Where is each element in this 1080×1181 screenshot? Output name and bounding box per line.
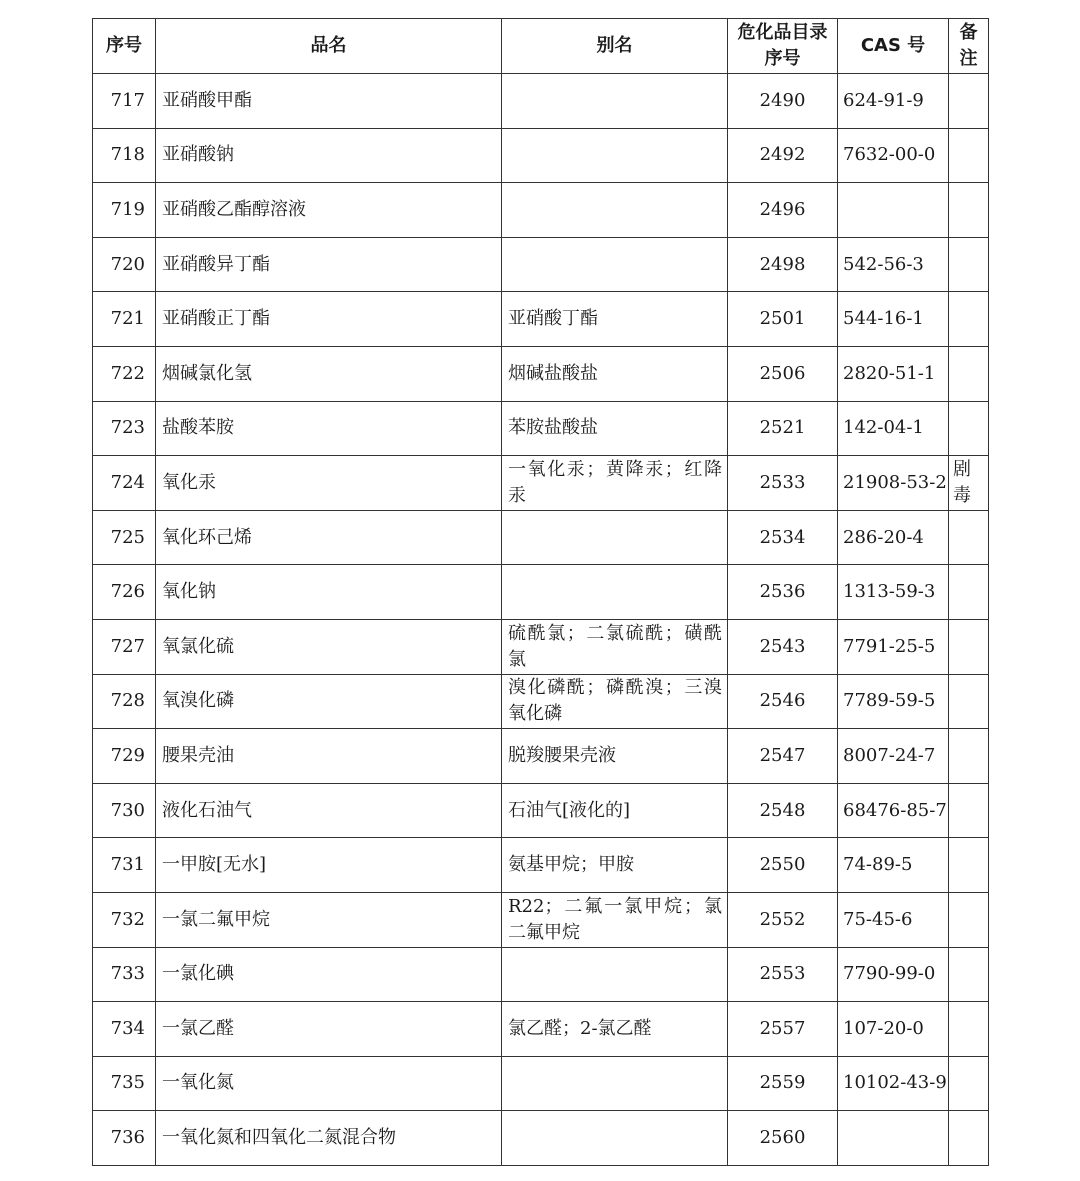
header-note: [949, 19, 989, 74]
cell-alias: 一氧化汞；黄降汞；红降汞: [502, 456, 728, 511]
cell-no: 721: [93, 292, 156, 347]
cell-catalog-index: 2550: [728, 838, 838, 893]
header-note-line2: 注: [959, 48, 978, 69]
cell-alias: [502, 510, 728, 565]
cell-name: 亚硝酸正丁酯: [156, 292, 502, 347]
table-row: [93, 565, 989, 620]
cell-cas: [838, 1111, 949, 1166]
table-row: [93, 1002, 989, 1057]
table-body: [93, 74, 989, 1166]
cell-no: 734: [93, 1002, 156, 1057]
cell-alias: 苯胺盐酸盐: [502, 401, 728, 456]
cell-note: [949, 1111, 989, 1166]
cell-name: 亚硝酸甲酯: [156, 74, 502, 129]
cell-alias: [502, 74, 728, 129]
cell-cas: 75-45-6: [838, 892, 949, 947]
cell-no: 723: [93, 401, 156, 456]
cell-alias: 氨基甲烷；甲胺: [502, 838, 728, 893]
cell-name: 腰果壳油: [156, 729, 502, 784]
table-row: [93, 892, 989, 947]
cell-no: 728: [93, 674, 156, 729]
cell-name: 氧氯化硫: [156, 619, 502, 674]
cell-no: 733: [93, 947, 156, 1002]
cell-alias: 亚硝酸丁酯: [502, 292, 728, 347]
cell-cas: 142-04-1: [838, 401, 949, 456]
cell-no: 732: [93, 892, 156, 947]
cell-alias: 脱羧腰果壳液: [502, 729, 728, 784]
cell-catalog-index: 2560: [728, 1111, 838, 1166]
cell-alias: [502, 1056, 728, 1111]
cell-cas: [838, 183, 949, 238]
cell-no: 727: [93, 619, 156, 674]
cell-catalog-index: 2498: [728, 237, 838, 292]
cell-name: 一氧化氮: [156, 1056, 502, 1111]
cell-note: [949, 783, 989, 838]
cell-note: [949, 1002, 989, 1057]
cell-name: 氧化钠: [156, 565, 502, 620]
cell-catalog-index: 2536: [728, 565, 838, 620]
cell-cas: 7789-59-5: [838, 674, 949, 729]
header-no: 序号: [93, 19, 156, 74]
cell-no: 726: [93, 565, 156, 620]
cell-name: 亚硝酸钠: [156, 128, 502, 183]
cell-name: 盐酸苯胺: [156, 401, 502, 456]
header-note-line1: 备: [959, 22, 978, 43]
cell-catalog-index: 2552: [728, 892, 838, 947]
cell-cas: 542-56-3: [838, 237, 949, 292]
table-row: [93, 237, 989, 292]
cell-cas: 107-20-0: [838, 1002, 949, 1057]
table-row: [93, 674, 989, 729]
cell-catalog-index: 2496: [728, 183, 838, 238]
cell-no: 719: [93, 183, 156, 238]
cell-alias: 溴化磷酰；磷酰溴；三溴氧化磷: [502, 674, 728, 729]
cell-name: 一氯乙醛: [156, 1002, 502, 1057]
cell-name: 一氯二氟甲烷: [156, 892, 502, 947]
cell-name: 一甲胺[无水]: [156, 838, 502, 893]
table-row: [93, 1056, 989, 1111]
header-alias: 别名: [502, 19, 728, 74]
cell-cas: 544-16-1: [838, 292, 949, 347]
cell-alias: [502, 183, 728, 238]
cell-alias: 氯乙醛；2-氯乙醛: [502, 1002, 728, 1057]
cell-no: 718: [93, 128, 156, 183]
table-row: [93, 183, 989, 238]
cell-no: 731: [93, 838, 156, 893]
table-row: [93, 838, 989, 893]
cell-no: 722: [93, 346, 156, 401]
cell-note: [949, 183, 989, 238]
cell-no: 717: [93, 74, 156, 129]
cell-name: 氧化汞: [156, 456, 502, 511]
table-row: [93, 128, 989, 183]
cell-cas: 7632-00-0: [838, 128, 949, 183]
cell-catalog-index: 2501: [728, 292, 838, 347]
cell-catalog-index: 2533: [728, 456, 838, 511]
cell-alias: 烟碱盐酸盐: [502, 346, 728, 401]
header-catalog-index: [728, 19, 838, 74]
table-row: [93, 401, 989, 456]
table-row: [93, 510, 989, 565]
cell-catalog-index: 2492: [728, 128, 838, 183]
cell-catalog-index: 2546: [728, 674, 838, 729]
cell-cas: 21908-53-2: [838, 456, 949, 511]
cell-cas: 7790-99-0: [838, 947, 949, 1002]
cell-alias: 石油气[液化的]: [502, 783, 728, 838]
cell-catalog-index: 2543: [728, 619, 838, 674]
cell-note: [949, 674, 989, 729]
cell-name: 液化石油气: [156, 783, 502, 838]
cell-name: 亚硝酸乙酯醇溶液: [156, 183, 502, 238]
cell-note: [949, 892, 989, 947]
cell-no: 730: [93, 783, 156, 838]
cell-catalog-index: 2547: [728, 729, 838, 784]
cell-alias: [502, 565, 728, 620]
table-row: [93, 346, 989, 401]
cell-name: 一氧化氮和四氧化二氮混合物: [156, 1111, 502, 1166]
cell-cas: 10102-43-9: [838, 1056, 949, 1111]
table-row: [93, 74, 989, 129]
cell-cas: 7791-25-5: [838, 619, 949, 674]
cell-no: 729: [93, 729, 156, 784]
cell-cas: 1313-59-3: [838, 565, 949, 620]
table-row: [93, 456, 989, 511]
header-catalog-index-line1: 危化品目录: [737, 22, 828, 43]
header-name: 品名: [156, 19, 502, 74]
table-row: [93, 1111, 989, 1166]
cell-catalog-index: 2548: [728, 783, 838, 838]
cell-note: [949, 237, 989, 292]
cell-note: [949, 565, 989, 620]
cell-catalog-index: 2534: [728, 510, 838, 565]
cell-catalog-index: 2553: [728, 947, 838, 1002]
cell-note: [949, 346, 989, 401]
header-catalog-index-line2: 序号: [764, 48, 801, 69]
header-row: [93, 19, 989, 74]
cell-note: [949, 401, 989, 456]
cell-cas: 74-89-5: [838, 838, 949, 893]
cell-note: [949, 947, 989, 1002]
cell-catalog-index: 2506: [728, 346, 838, 401]
cell-cas: 8007-24-7: [838, 729, 949, 784]
cell-cas: 2820-51-1: [838, 346, 949, 401]
cell-alias: [502, 237, 728, 292]
table-row: [93, 619, 989, 674]
cell-note: [949, 729, 989, 784]
cell-note: 剧毒: [949, 456, 989, 511]
cell-name: 氧化环己烯: [156, 510, 502, 565]
header-cas: CAS 号: [838, 19, 949, 74]
cell-note: [949, 619, 989, 674]
cell-name: 一氯化碘: [156, 947, 502, 1002]
cell-note: [949, 838, 989, 893]
table-row: [93, 729, 989, 784]
hazardous-chemicals-table: [92, 18, 989, 1166]
cell-name: 烟碱氯化氢: [156, 346, 502, 401]
cell-alias: 硫酰氯；二氯硫酰；磺酰氯: [502, 619, 728, 674]
cell-no: 735: [93, 1056, 156, 1111]
cell-alias: [502, 128, 728, 183]
cell-name: 氧溴化磷: [156, 674, 502, 729]
cell-catalog-index: 2557: [728, 1002, 838, 1057]
cell-alias: [502, 947, 728, 1002]
cell-alias: R22；二氟一氯甲烷；氯二氟甲烷: [502, 892, 728, 947]
cell-cas: 68476-85-7: [838, 783, 949, 838]
cell-cas: 286-20-4: [838, 510, 949, 565]
cell-note: [949, 510, 989, 565]
table-row: [93, 292, 989, 347]
table-row: [93, 947, 989, 1002]
cell-name: 亚硝酸异丁酯: [156, 237, 502, 292]
cell-cas: 624-91-9: [838, 74, 949, 129]
cell-catalog-index: 2490: [728, 74, 838, 129]
cell-alias: [502, 1111, 728, 1166]
cell-no: 724: [93, 456, 156, 511]
cell-no: 736: [93, 1111, 156, 1166]
cell-note: [949, 128, 989, 183]
cell-no: 720: [93, 237, 156, 292]
cell-note: [949, 1056, 989, 1111]
table-row: [93, 783, 989, 838]
cell-note: [949, 74, 989, 129]
cell-catalog-index: 2521: [728, 401, 838, 456]
cell-catalog-index: 2559: [728, 1056, 838, 1111]
cell-no: 725: [93, 510, 156, 565]
cell-note: [949, 292, 989, 347]
